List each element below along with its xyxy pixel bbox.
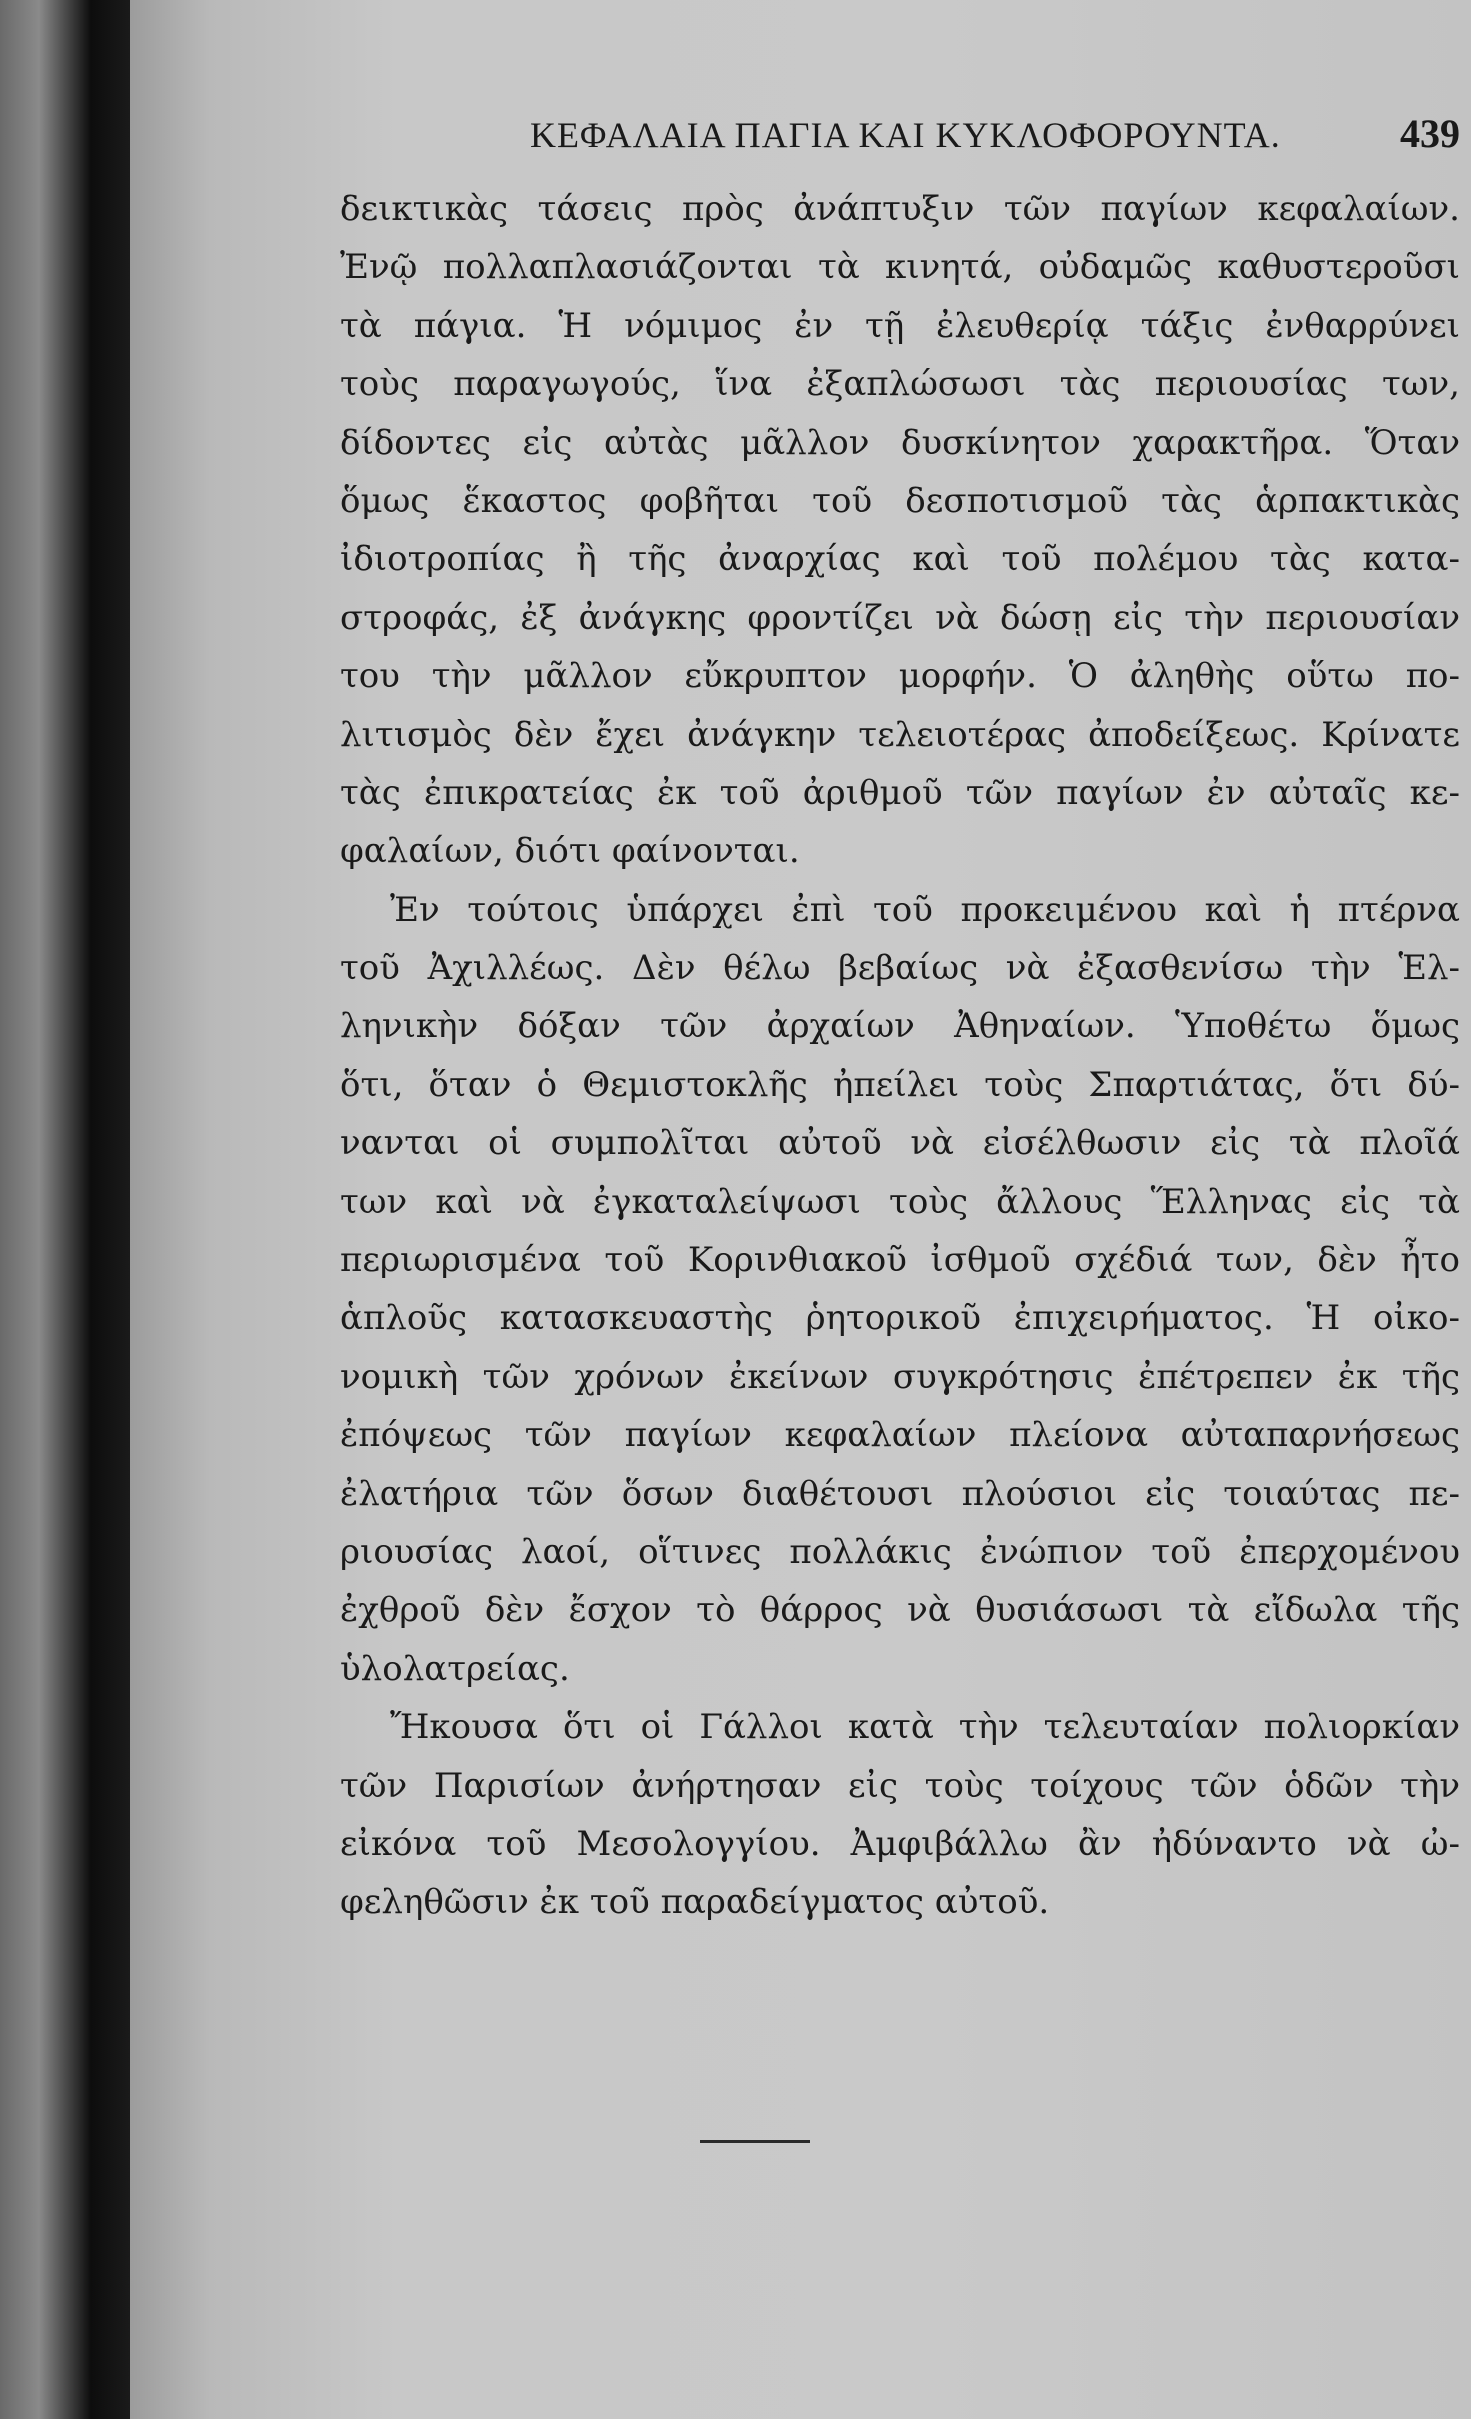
text-line: των καὶ νὰ ἐγκαταλείψωσι τοὺς ἄλλους Ἕλληνας εἰς τὰ bbox=[340, 1181, 1460, 1222]
text-line: τὰ πάγια. Ἡ νόμιμος ἐν τῇ ἐλευθερίᾳ τάξις ἐνθαρρύνει bbox=[340, 305, 1460, 346]
text-line: λιτισμὸς δὲν ἔχει ἀνάγκην τελειοτέρας ἀποδείξεως. Κρίνατε bbox=[340, 714, 1460, 755]
text-line: δίδοντες εἰς αὐτὰς μᾶλλον δυσκίνητον χαρακτῆρα. Ὅταν bbox=[340, 422, 1460, 463]
text-line: ληνικὴν δόξαν τῶν ἀρχαίων Ἀθηναίων. Ὑποθέτω ὅμως bbox=[340, 1006, 1460, 1047]
running-head bbox=[340, 100, 1460, 160]
text-line: εἰκόνα τοῦ Μεσολογγίου. Ἀμφιβάλλω ἂν ἠδύναντο νὰ ὠ- bbox=[340, 1823, 1460, 1864]
section-separator-rule bbox=[700, 2140, 810, 2143]
page-paper bbox=[130, 0, 1471, 2419]
text-line: νομικὴ τῶν χρόνων ἐκείνων συγκρότησις ἐπέτρεπεν ἐκ τῆς bbox=[340, 1356, 1460, 1397]
paragraph bbox=[340, 1698, 1460, 1932]
text-line: ἐπόψεως τῶν παγίων κεφαλαίων πλείονα αὐταπαρνήσεως bbox=[340, 1415, 1460, 1456]
text-line: ἁπλοῦς κατασκευαστὴς ῥητορικοῦ ἐπιχειρήματος. Ἡ οἰκο- bbox=[340, 1298, 1460, 1339]
text-line: τῶν Παρισίων ἀνήρτησαν εἰς τοὺς τοίχους τῶν ὁδῶν τὴν bbox=[340, 1765, 1460, 1806]
text-line: ὑλολατρείας. bbox=[340, 1648, 570, 1689]
running-head-title: ΚΕΦΑΛΑΙΑ ΠΑΓΙΑ ΚΑΙ ΚΥΚΛΟΦΟΡΟΥΝΤΑ. bbox=[530, 115, 1281, 155]
page-content bbox=[340, 100, 1460, 1932]
text-line: νανται οἱ συμπολῖται αὐτοῦ νὰ εἰσέλθωσιν εἰς τὰ πλοῖά bbox=[340, 1123, 1460, 1164]
text-line: ἐλατήρια τῶν ὅσων διαθέτουσι πλούσιοι εἰς τοιαύτας πε- bbox=[340, 1473, 1460, 1514]
text-line: Ἤκουσα ὅτι οἱ Γάλλοι κατὰ τὴν τελευταίαν πολιορκίαν bbox=[390, 1707, 1460, 1748]
text-line: ἐχθροῦ δὲν ἔσχον τὸ θάρρος νὰ θυσιάσωσι τὰ εἴδωλα τῆς bbox=[340, 1590, 1460, 1631]
text-line: ἰδιοτροπίας ἢ τῆς ἀναρχίας καὶ τοῦ πολέμου τὰς κατα- bbox=[340, 539, 1460, 580]
book-spine bbox=[0, 0, 130, 2419]
paragraph bbox=[340, 180, 1460, 881]
text-line: του τὴν μᾶλλον εὔκρυπτον μορφήν. Ὁ ἀληθὴς οὕτω πο- bbox=[340, 656, 1460, 697]
page-number: 439 bbox=[1400, 111, 1460, 156]
text-line: ὅμως ἕκαστος φοβῆται τοῦ δεσποτισμοῦ τὰς ἁρπακτικὰς bbox=[340, 480, 1460, 521]
text-line: τὰς ἐπικρατείας ἐκ τοῦ ἀριθμοῦ τῶν παγίων ἐν αὐταῖς κε- bbox=[340, 772, 1460, 813]
text-line: δεικτικὰς τάσεις πρὸς ἀνάπτυξιν τῶν παγίων κεφαλαίων. bbox=[340, 189, 1460, 229]
text-line: φεληθῶσιν ἐκ τοῦ παραδείγματος αὐτοῦ. bbox=[340, 1882, 1050, 1923]
text-line: στροφάς, ἐξ ἀνάγκης φροντίζει νὰ δώσῃ εἰς τὴν περιουσίαν bbox=[340, 597, 1460, 638]
text-line: τοὺς παραγωγούς, ἵνα ἐξαπλώσωσι τὰς περιουσίας των, bbox=[340, 364, 1460, 405]
text-line: ριουσίας λαοί, οἵτινες πολλάκις ἐνώπιον τοῦ ἐπερχομένου bbox=[340, 1531, 1460, 1572]
text-line: τοῦ Ἀχιλλέως. Δὲν θέλω βεβαίως νὰ ἐξασθενίσω τὴν Ἑλ- bbox=[340, 948, 1460, 989]
text-line: Ἐν τούτοις ὑπάρχει ἐπὶ τοῦ προκειμένου καὶ ἡ πτέρνα bbox=[390, 889, 1460, 930]
text-line: περιωρισμένα τοῦ Κορινθιακοῦ ἰσθμοῦ σχέδιά των, δὲν ἦτο bbox=[340, 1240, 1460, 1281]
body-text bbox=[340, 180, 1460, 1932]
text-line: φαλαίων, διότι φαίνονται. bbox=[340, 831, 800, 872]
paragraph bbox=[340, 881, 1460, 1698]
text-line: ὅτι, ὅταν ὁ Θεμιστοκλῆς ἠπείλει τοὺς Σπαρτιάτας, ὅτι δύ- bbox=[340, 1064, 1460, 1105]
text-line: Ἐνῷ πολλαπλασιάζονται τὰ κινητά, οὐδαμῶς καθυστεροῦσι bbox=[340, 247, 1460, 288]
